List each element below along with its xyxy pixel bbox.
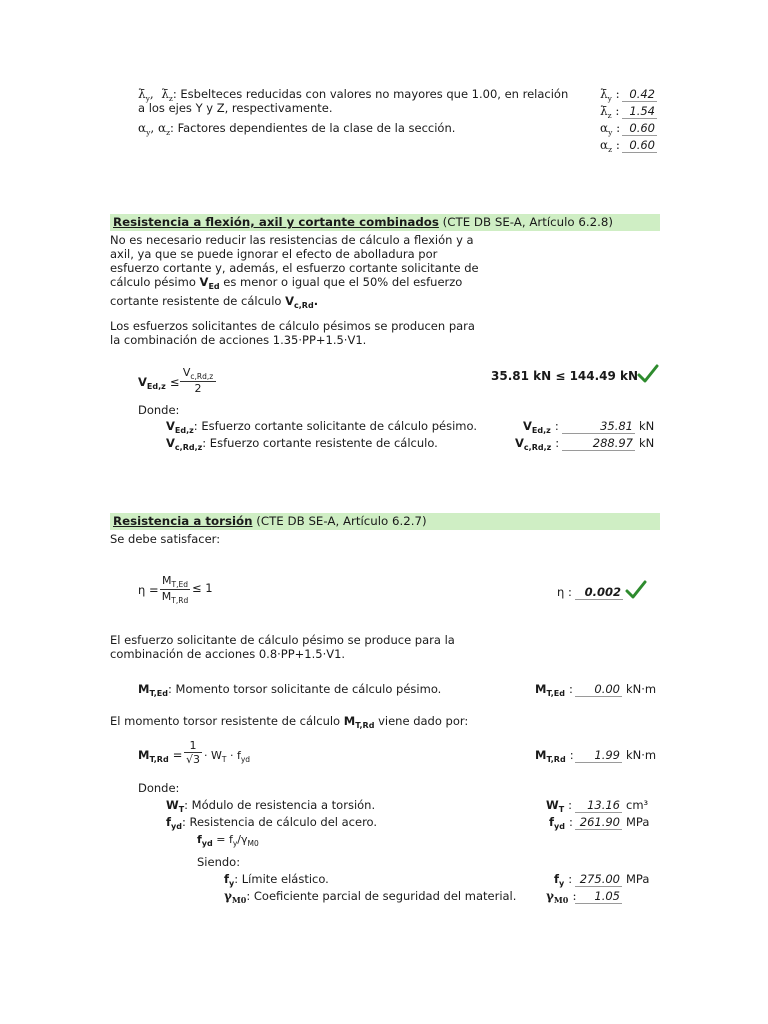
section-ref-combined: (CTE DB SE-A, Artículo 6.2.8) [438, 215, 613, 229]
mted-label: $M_{T,Ed}$ : [535, 682, 573, 698]
check-icon [625, 580, 647, 600]
fy-definition [224, 872, 329, 888]
section-header-torsion [110, 513, 660, 530]
fy-label: $f_y$ : [554, 872, 573, 888]
alpha-symbols: $\alpha_y$, $\alpha_z$ [138, 121, 171, 137]
alpha-y-value: 0.60 [622, 121, 657, 136]
mted-symbol: $M_{T,Ed}$ [138, 682, 168, 698]
wt-definition [166, 798, 375, 814]
fy-unit: MPa [626, 872, 650, 886]
donde-label-1: Donde: [138, 403, 180, 417]
mtrd-intro-text: viene dado por: [374, 714, 469, 728]
para-line: la combinación de acciones 1.35·PP+1.5·V1. [110, 333, 367, 347]
combined-paragraph-1 [110, 233, 479, 313]
check-icon [637, 364, 659, 384]
mtrd-intro [110, 714, 468, 730]
eta-lhs: η = [138, 583, 159, 597]
fyd-definition [166, 815, 377, 831]
fyd-formula-symbol: $f_{yd}$ [197, 833, 213, 848]
vcrd-symbol: $V_{c,Rd}$. [285, 294, 319, 310]
mted-desc: : Momento torsor solicitante de cálculo pésimo. [168, 682, 442, 696]
mted-value: 0.00 [575, 682, 622, 697]
alpha-z-value: 0.60 [622, 138, 657, 153]
mtrd-unit: kN·m [626, 748, 657, 762]
wt-label: $W_T$ : [546, 798, 573, 814]
alpha-y-label: $\alpha_y$ : [600, 121, 621, 137]
eta-rhs: ≤ 1 [192, 581, 213, 595]
eta-value: 0.002 [575, 585, 623, 600]
para-text: es menor o igual que el 50% del esfuerzo [219, 275, 463, 289]
mtrd-formula-lhs: $M_{T,Rd}$ = [138, 748, 183, 764]
fraction-denominator: √3 [185, 753, 200, 766]
vcrd-unit: kN [639, 436, 655, 450]
vcrd-definition [166, 436, 438, 452]
vcrd-value: 288.97 [562, 436, 635, 451]
fyd-symbol: $f_{yd}$ [166, 815, 182, 831]
wt-value: 13.16 [575, 798, 622, 813]
mtrd-formula-rhs: · $W_T \cdot f_{yd}$ [204, 749, 251, 764]
para-line: axil, ya que se puede ignorar el efecto de abolladura por [110, 247, 438, 261]
lambda-symbols: $\lambdā_y$, $\lambdā_z$ [138, 87, 173, 103]
eta-label: η : [557, 585, 572, 599]
vcrd-symbol: $V_{c,Rd,z}$ [166, 436, 203, 452]
vcrd-label: $V_{c,Rd,z}$ : [515, 436, 560, 452]
fyd-label: $f_{yd}$ : [549, 815, 573, 831]
torsion-intro: Se debe satisfacer: [110, 532, 221, 546]
ved-symbol: $V_{Ed}$ [199, 275, 220, 291]
lambda-z-label: $\lambdā_z$ : [600, 104, 620, 120]
combined-paragraph-2 [110, 319, 475, 347]
section-title-torsion: Resistencia a torsión [113, 514, 253, 528]
gm0-symbol: $\gamma_{M0}$ [224, 889, 247, 905]
mted-unit: kN·m [626, 682, 657, 696]
fyd-formula: $f_{yd} = f_y/\gamma_{M0}$ [197, 833, 259, 848]
wt-unit: cm³ [626, 798, 649, 812]
ved-symbol: $V_{Ed,z}$ [166, 419, 194, 435]
ved-label: $V_{Ed,z}$ : [523, 419, 559, 435]
formula-ved-lhs: $V_{Ed,z}$ ≤ [138, 375, 180, 391]
mtrd-value: 1.99 [575, 748, 622, 763]
mtrd-symbol: $M_{T,Rd}$ [343, 714, 375, 730]
mtrd-formula-fraction [184, 739, 202, 766]
fraction-numerator: $V_{c,Rd,z}$ [180, 366, 216, 382]
fy-desc: : Límite elástico. [234, 872, 329, 886]
para-text: cálculo pésimo [110, 275, 200, 289]
fraction-denominator: 2 [194, 382, 202, 395]
formula-ved-fraction [180, 366, 216, 395]
fy-value: 275.00 [575, 872, 622, 887]
mted-definition [138, 682, 441, 698]
wt-symbol: $W_T$ [166, 798, 185, 814]
fyd-value: 261.90 [575, 815, 622, 830]
section-header-combined [110, 214, 660, 231]
gm0-desc: : Coeficiente parcial de seguridad del material. [246, 889, 517, 903]
para-line: esfuerzo cortante y, además, el esfuerzo cortante solicitante de [110, 261, 479, 275]
gm0-label: $\gamma_{M0}$ : [546, 889, 577, 905]
combined-check-text: 35.81 kN ≤ 144.49 kN [491, 369, 639, 383]
para-line [110, 275, 479, 294]
fraction-numerator: 1 [184, 739, 202, 753]
fy-symbol: $f_y$ [224, 872, 235, 888]
gm0-value: 1.05 [575, 889, 622, 904]
lambda-y-value: 0.42 [622, 87, 657, 102]
mtrd-intro-text: El momento torsor resistente de cálculo [110, 714, 344, 728]
fraction-denominator: $M_{T,Rd}$ [161, 590, 189, 605]
alpha-z-label: $\alpha_z$ : [600, 138, 620, 154]
para-text: cortante resistente de cálculo [110, 294, 286, 308]
eta-fraction [160, 574, 190, 605]
para-line: No es necesario reducir las resistencias de cálculo a flexión y a [110, 233, 474, 247]
ved-desc: : Esfuerzo cortante solicitante de cálculo pésimo. [193, 419, 477, 433]
lambda-z-value: 1.54 [622, 104, 657, 119]
para-line: combinación de acciones 0.8·PP+1.5·V1. [110, 647, 346, 661]
fraction-numerator: $M_{T,Ed}$ [160, 574, 190, 590]
slenderness-definition-1-cont: a los ejes Y y Z, respectivamente. [138, 101, 333, 115]
fyd-desc: : Resistencia de cálculo del acero. [181, 815, 378, 829]
lambda-y-label: $\lambdā_y$ : [600, 87, 620, 103]
donde-label-2: Donde: [138, 781, 180, 795]
para-line: El esfuerzo solicitante de cálculo pésimo se produce para la [110, 633, 455, 647]
alpha-definition [138, 121, 455, 137]
section-title-combined: Resistencia a flexión, axil y cortante combinados [113, 215, 439, 229]
slenderness-text-1: : Esbelteces reducidas con valores no mayores que 1.00, en relación [172, 87, 569, 101]
siendo-label: Siendo: [197, 855, 241, 869]
ved-definition [166, 419, 477, 435]
alpha-text: : Factores dependientes de la clase de la sección. [170, 121, 456, 135]
ved-unit: kN [639, 419, 655, 433]
wt-desc: : Módulo de resistencia a torsión. [184, 798, 376, 812]
gm0-definition [224, 889, 516, 905]
ved-value: 35.81 [562, 419, 635, 434]
para-line: Los esfuerzos solicitantes de cálculo pésimos se producen para [110, 319, 475, 333]
mtrd-label: $M_{T,Rd}$ : [535, 748, 574, 764]
para-line [110, 294, 479, 313]
section-ref-torsion: (CTE DB SE-A, Artículo 6.2.7) [252, 514, 427, 528]
torsion-paragraph-1 [110, 633, 455, 661]
vcrd-desc: : Esfuerzo cortante resistente de cálculo. [202, 436, 438, 450]
fyd-unit: MPa [626, 815, 650, 829]
